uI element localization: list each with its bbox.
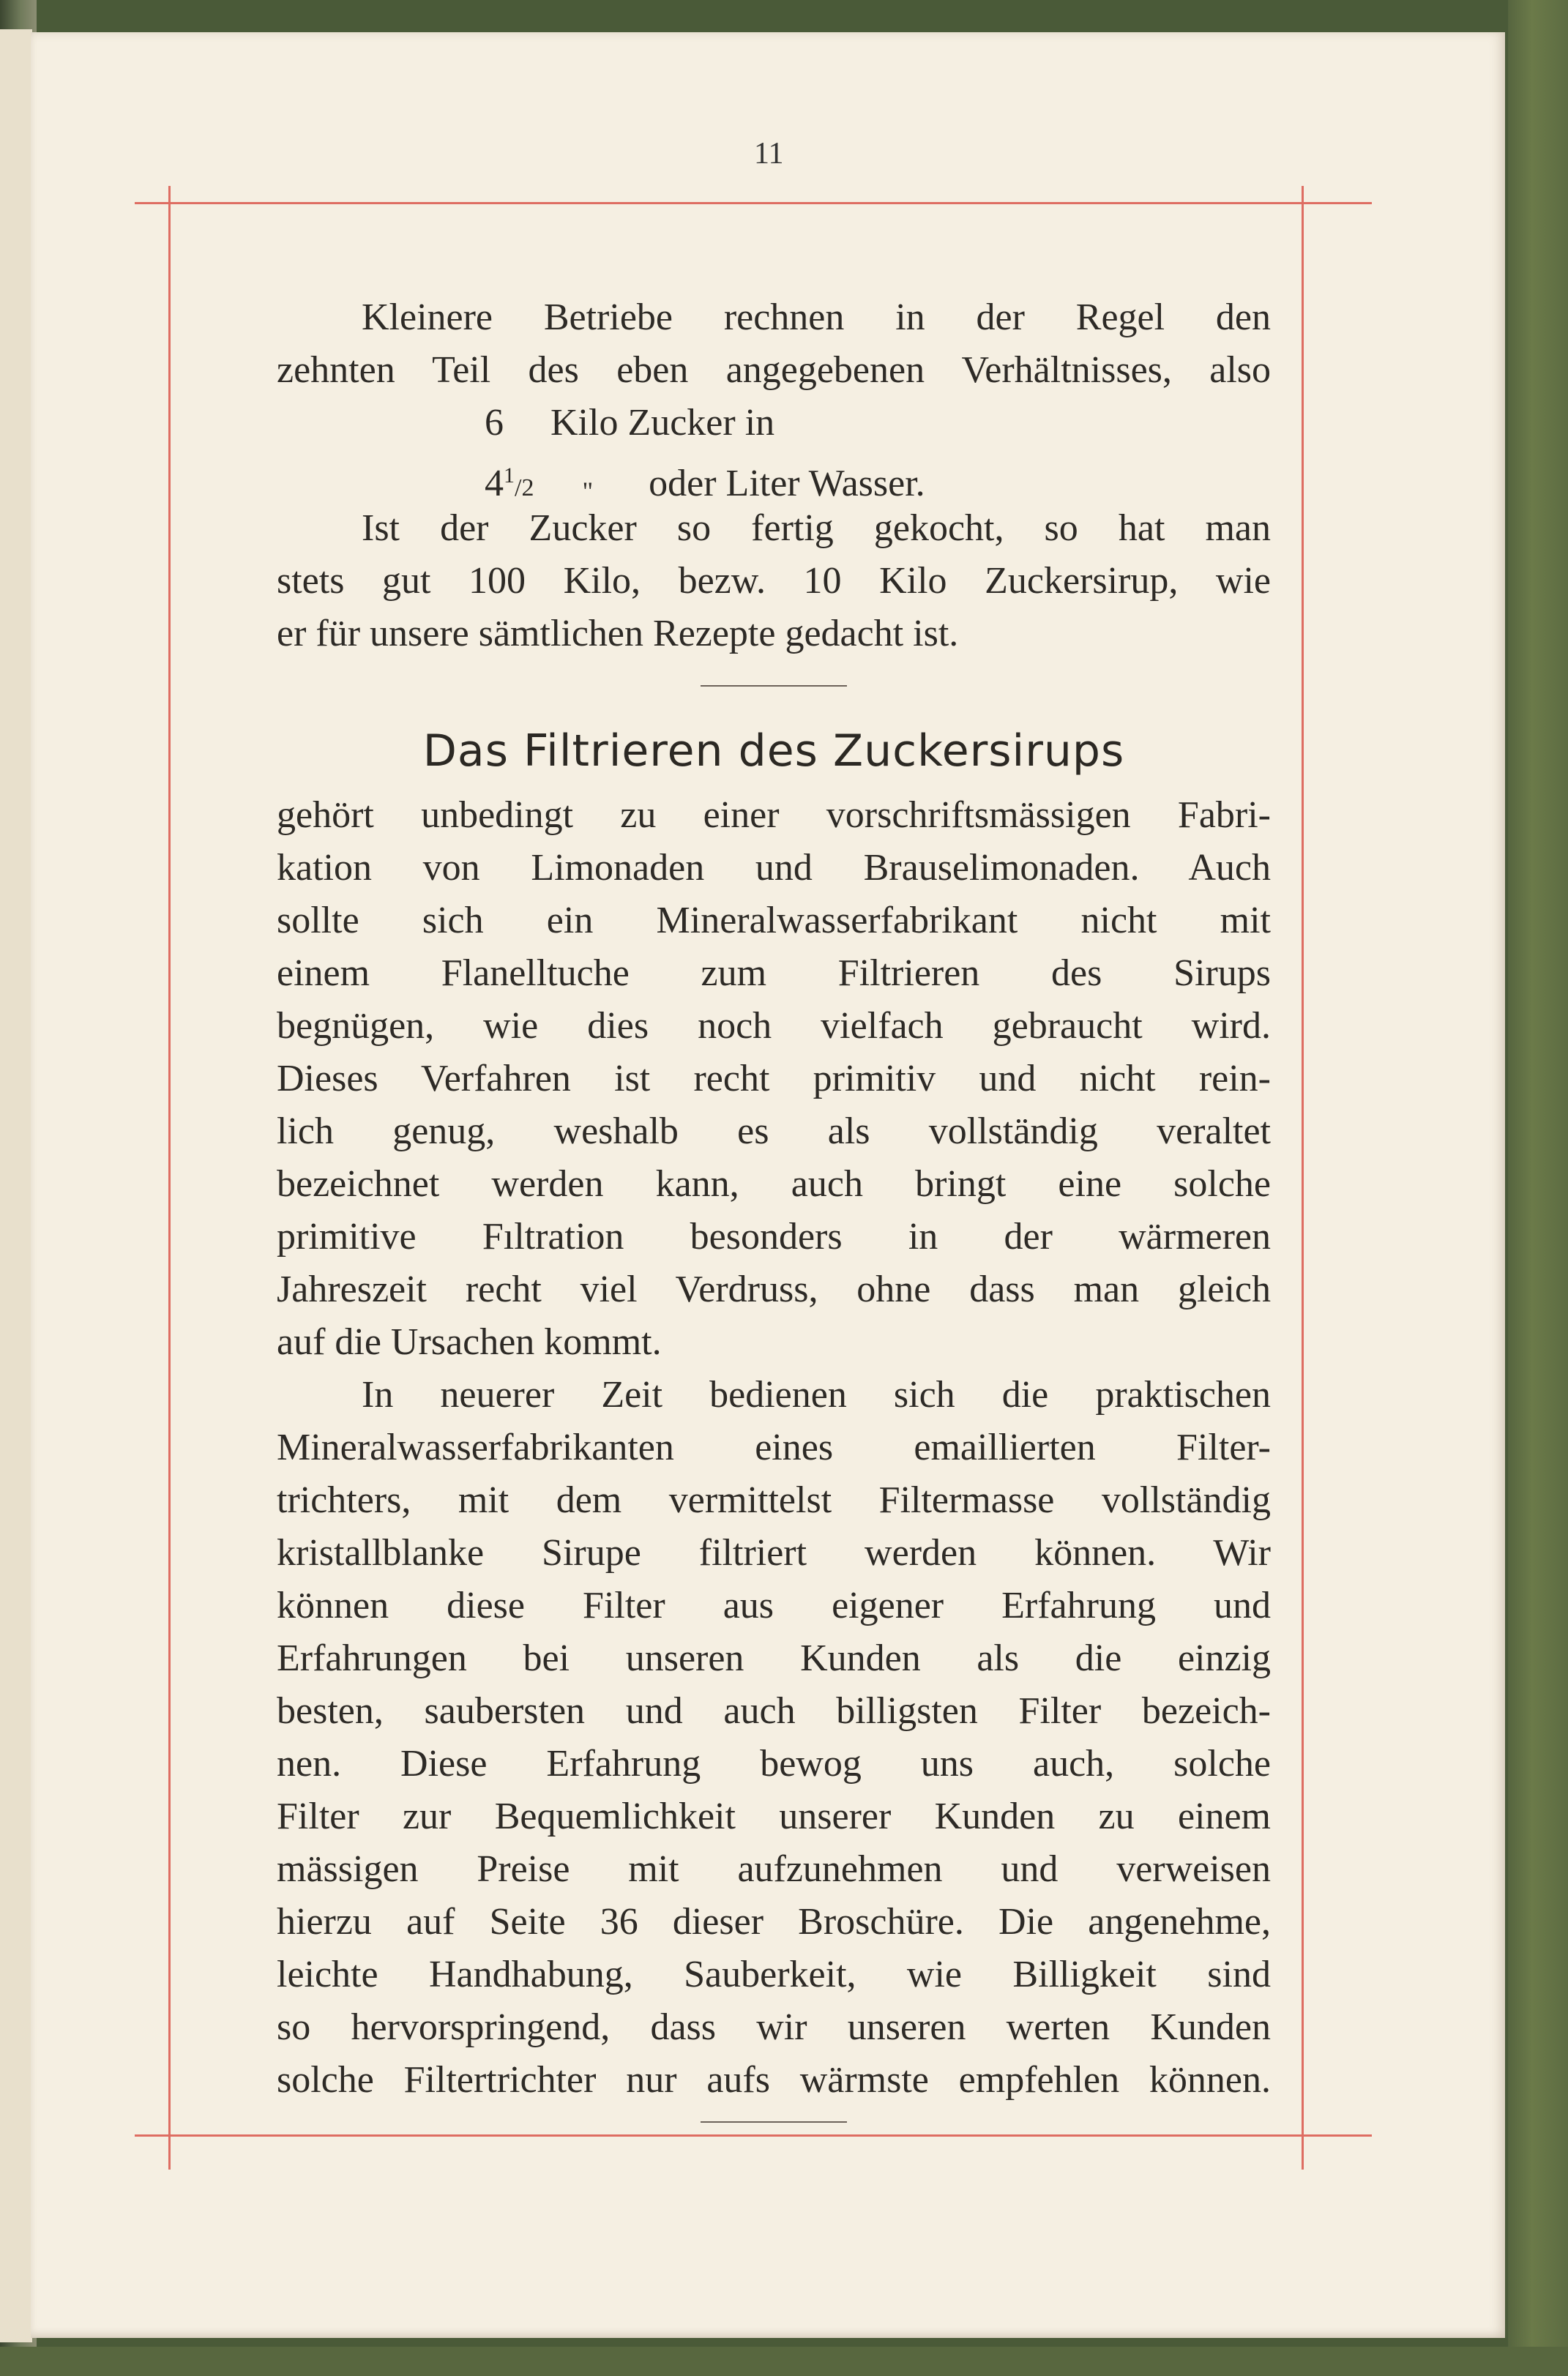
page-number: 11 — [754, 137, 784, 171]
book-cover-right — [1508, 0, 1568, 2376]
text-line: Jahreszeit recht viel Verdruss, ohne dass man gleich — [277, 1269, 1271, 1310]
frame-rule-right — [1302, 186, 1304, 2170]
text-line: solche Filtertrichter nur aufs wärmste empfehlen können. — [277, 2059, 1271, 2101]
recipe-text: Kilo Zucker in — [550, 402, 775, 444]
text-line: können diese Filter aus eigener Erfahrung und — [277, 1585, 1271, 1626]
text-line: Dieses Verfahren ist recht primitiv und nicht rein- — [277, 1058, 1271, 1099]
recipe-amount: 4 — [485, 463, 504, 504]
text-line: trichters, mit dem vermittelst Filtermasse vollständig — [277, 1479, 1271, 1521]
text-line: Mineralwasserfabrikanten eines emaillierten Filter- — [277, 1427, 1271, 1468]
book-page — [31, 32, 1505, 2338]
text-line: stets gut 100 Kilo, bezw. 10 Kilo Zuckersirup, wie — [277, 560, 1271, 602]
text-line: sollte sich ein Mineralwasserfabrikant nicht mit — [277, 900, 1271, 941]
text-line: begnügen, wie dies noch vielfach gebraucht wird. — [277, 1005, 1271, 1047]
section-divider — [701, 685, 847, 687]
text-line: Kleinere Betriebe rechnen in der Regel den — [362, 296, 1271, 338]
ditto-mark: " — [582, 477, 594, 506]
end-divider — [701, 2121, 847, 2123]
section-heading: Das Filtrieren des Zuckersirups — [422, 725, 1125, 777]
text-line: primitive Fıltration besonders in der wärmeren — [277, 1216, 1271, 1258]
recipe-line-water — [277, 449, 1271, 506]
text-line: kation von Limonaden und Brauselimonaden. Auch — [277, 847, 1271, 889]
recipe-text: oder Liter Wasser. — [649, 463, 925, 504]
text-line: lich genug, weshalb es als vollständig veraltet — [277, 1110, 1271, 1152]
text-line: gehört unbedingt zu einer vorschriftsmässigen Fabri- — [277, 794, 1271, 836]
text-line: auf die Ursachen kommt. — [277, 1321, 662, 1363]
facing-page-edge — [0, 29, 32, 2342]
text-line: Filter zur Bequemlichkeit unserer Kunden zu einem — [277, 1796, 1271, 1837]
fraction-denominator: /2 — [515, 474, 534, 501]
intro-paragraph-2 — [277, 502, 1271, 660]
text-line: Erfahrungen bei unseren Kunden als die einzig — [277, 1637, 1271, 1679]
text-line: er für unsere sämtlichen Rezepte gedacht ist. — [277, 613, 959, 654]
recipe-amount: 6 — [485, 402, 504, 444]
text-line: nen. Diese Erfahrung bewog uns auch, solche — [277, 1743, 1271, 1785]
book-cover-bottom — [0, 2347, 1568, 2376]
text-line: so hervorspringend, dass wir unseren werten Kunden — [277, 2006, 1271, 2048]
fraction-superscript: 1 — [504, 463, 515, 487]
text-line: Ist der Zucker so fertig gekocht, so hat man — [362, 507, 1271, 549]
section-paragraph-2 — [277, 1369, 1271, 2107]
frame-rule-bottom — [135, 2134, 1372, 2137]
text-line: zehnten Teil des eben angegebenen Verhältnisses, also — [277, 349, 1271, 391]
text-line: kristallblanke Sirupe filtriert werden können. Wir — [277, 1532, 1271, 1574]
section-paragraph-1 — [277, 789, 1271, 1369]
text-line: einem Flanelltuche zum Filtrieren des Sirups — [277, 952, 1271, 994]
page-content — [277, 291, 1271, 2123]
text-line: hierzu auf Seite 36 dieser Broschüre. Die angenehme, — [277, 1901, 1271, 1943]
text-line: leichte Handhabung, Sauberkeit, wie Billigkeit sind — [277, 1954, 1271, 1995]
recipe-line-sugar — [277, 397, 1271, 449]
intro-paragraph — [277, 291, 1271, 506]
text-line: bezeichnet werden kann, auch bringt eine solche — [277, 1163, 1271, 1205]
text-line: In neuerer Zeit bedienen sich die praktischen — [362, 1374, 1271, 1416]
frame-rule-top — [135, 202, 1372, 204]
text-line: besten, saubersten und auch billigsten Filter bezeich- — [277, 1690, 1271, 1732]
text-line: mässigen Preise mit aufzunehmen und verweisen — [277, 1848, 1271, 1890]
frame-rule-left — [168, 186, 171, 2170]
